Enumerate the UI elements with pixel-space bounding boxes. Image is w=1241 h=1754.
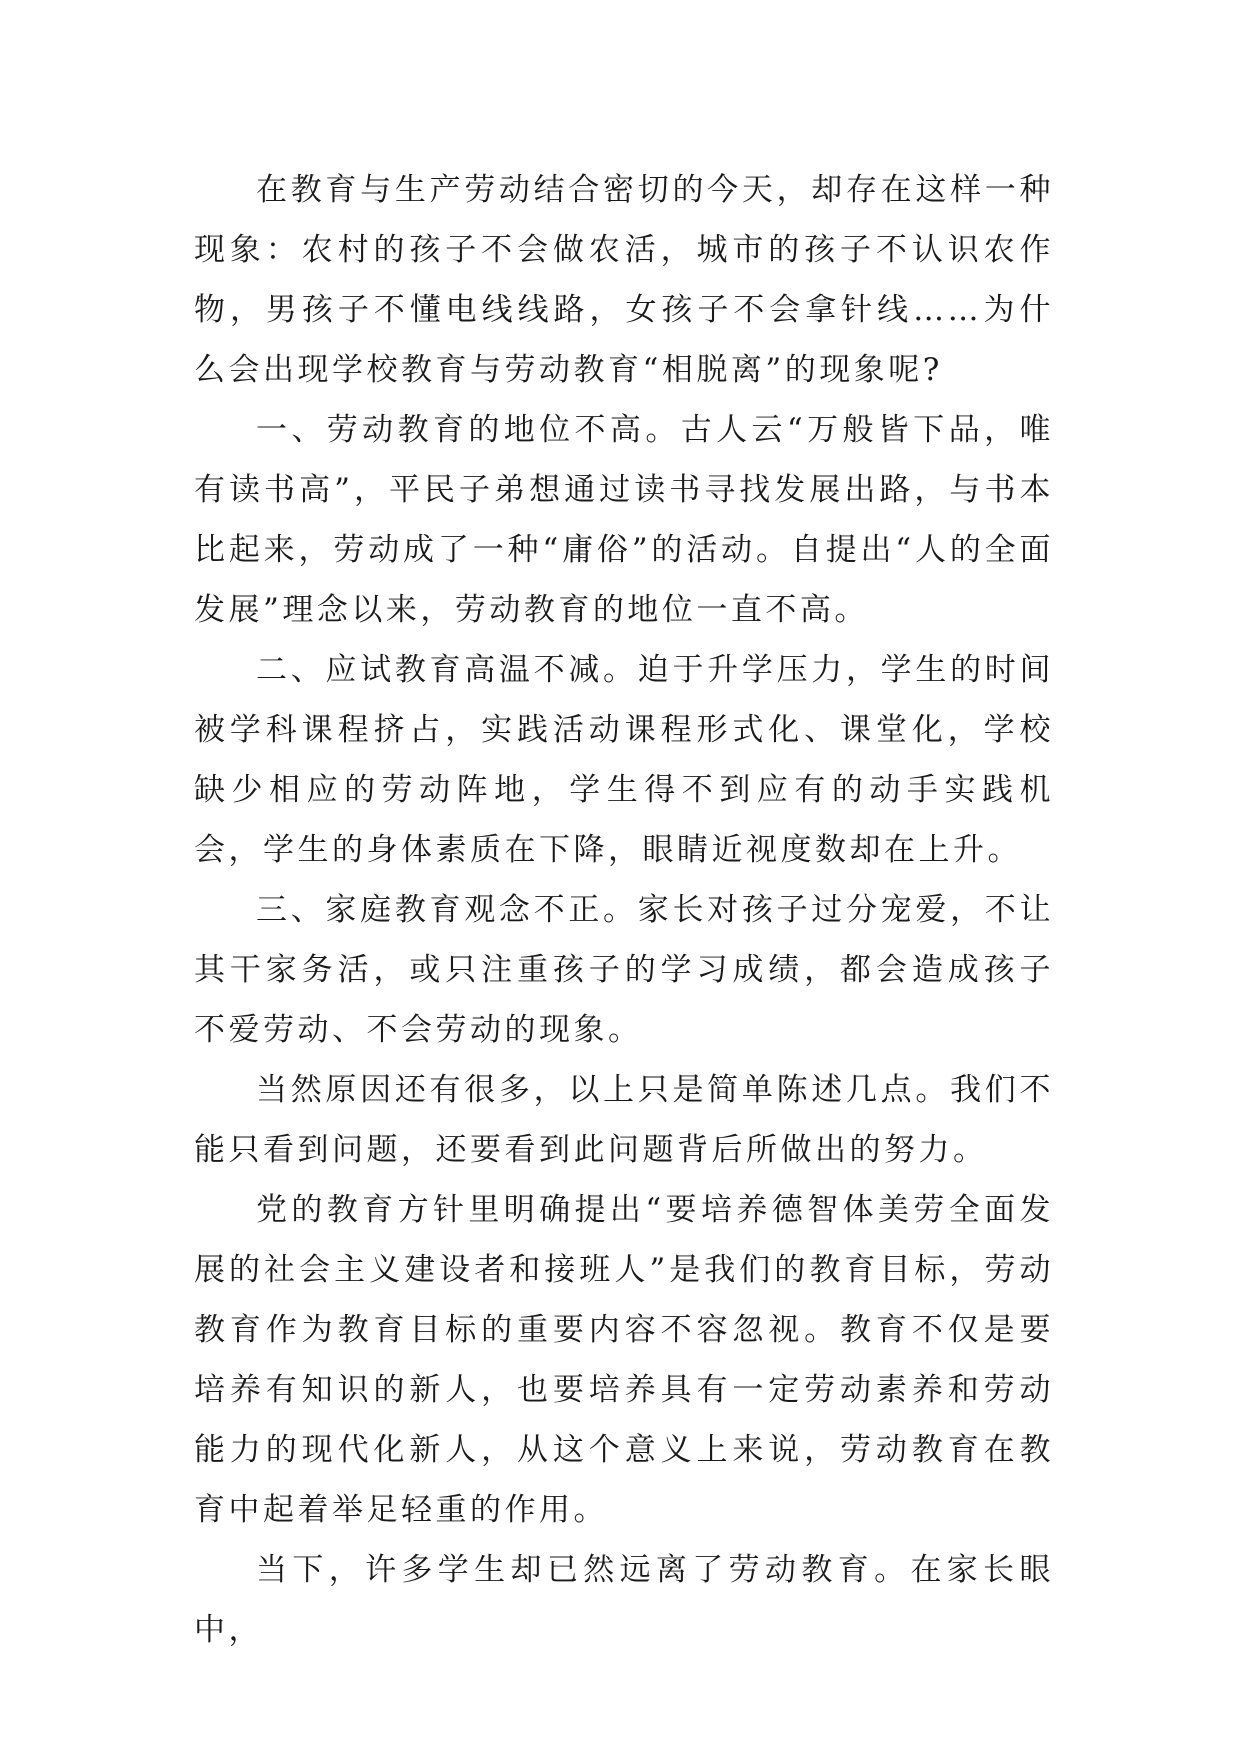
paragraph-current-situation: 当下，许多学生却已然远离了劳动教育。在家长眼中， <box>194 1552 1054 1648</box>
paragraph-intro: 在教育与生产劳动结合密切的今天，却存在这样一种现象：农村的孩子不会做农活，城市的孩子不认识农作物，男孩子不懂电线线路，女孩子不会拿针线……为什么会出现学校教育与劳动教育“相脱离”的现象呢? <box>194 172 1054 388</box>
paragraph-education-policy: 党的教育方针里明确提出“要培养德智体美劳全面发展的社会主义建设者和接班人”是我们的教育目标，劳动教育作为教育目标的重要内容不容忽视。教育不仅是要培养有知识的新人，也要培养具有一定劳动素养和劳动能力的现代化新人，从这个意义上来说，劳动教育在教育中起着举足轻重的作用。 <box>194 1192 1054 1528</box>
paragraph-point-one: 一、劳动教育的地位不高。古人云“万般皆下品，唯有读书高”，平民子弟想通过读书寻找发展出路，与书本比起来，劳动成了一种“庸俗”的活动。自提出“人的全面发展”理念以来，劳动教育的地位一直不高。 <box>194 412 1054 628</box>
paragraph-point-two: 二、应试教育高温不减。迫于升学压力，学生的时间被学科课程挤占，实践活动课程形式化、课堂化，学校缺少相应的劳动阵地，学生得不到应有的动手实践机会，学生的身体素质在下降，眼睛近视度数却在上升。 <box>194 652 1054 868</box>
paragraph-summary: 当然原因还有很多，以上只是简单陈述几点。我们不能只看到问题，还要看到此问题背后所做出的努力。 <box>194 1072 1054 1168</box>
body-text <box>194 160 1054 1660</box>
paragraph-point-three: 三、家庭教育观念不正。家长对孩子过分宠爱，不让其干家务活，或只注重孩子的学习成绩，都会造成孩子不爱劳动、不会劳动的现象。 <box>194 892 1054 1048</box>
